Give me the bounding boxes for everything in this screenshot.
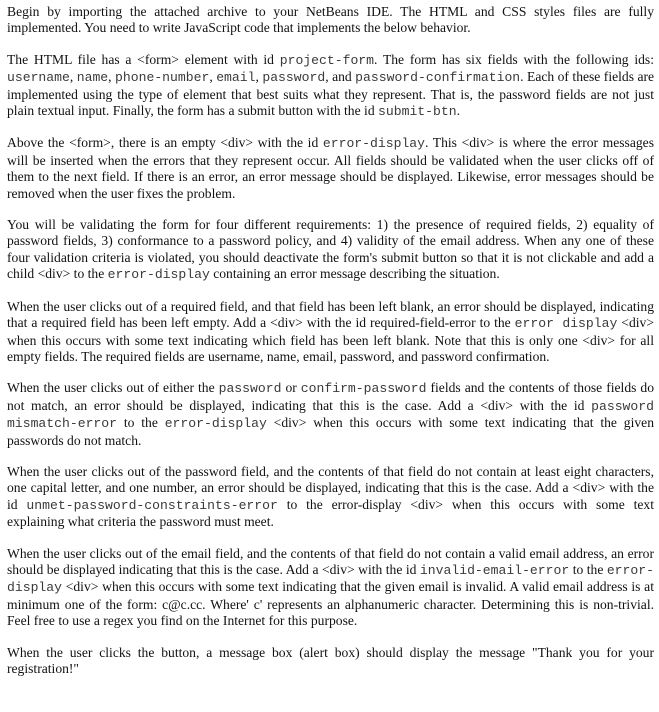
instruction-paragraph bbox=[7, 52, 654, 121]
code-identifier: project-form bbox=[279, 52, 375, 68]
code-identifier: submit-btn bbox=[378, 104, 457, 120]
text-run: . bbox=[456, 103, 460, 119]
code-identifier: username bbox=[7, 70, 70, 86]
code-identifier: error-display bbox=[322, 136, 426, 152]
instruction-paragraph bbox=[7, 135, 654, 202]
text-run: When the user clicks out of either the bbox=[7, 380, 219, 396]
code-identifier: password bbox=[218, 381, 282, 397]
text-run: to the bbox=[569, 561, 607, 577]
text-run: . The form has six fields with the following ids: bbox=[374, 51, 654, 67]
code-identifier: password mismatch-error bbox=[7, 398, 654, 432]
instruction-paragraph bbox=[7, 299, 654, 366]
text-run: , bbox=[69, 69, 77, 85]
code-identifier: password bbox=[262, 70, 326, 86]
instruction-paragraph bbox=[7, 645, 654, 678]
text-run: containing an error message describing the situation. bbox=[209, 266, 500, 282]
code-identifier: phone-number bbox=[115, 70, 210, 86]
text-run: fields and the contents of those fields do not match, an error should be displayed, indicating that this is the case. Add a <div> with the id bbox=[7, 380, 654, 413]
text-run: Above the <form>, there is an empty <div> with the id bbox=[7, 135, 323, 151]
text-run: You will be validating the form for four different requirements: 1) the presence of required fields, 2) equality of password fields, 3) conformance to a password policy, and 4) validity of the email address. When any one of these four validation criteria is violated, you should deactivate the form's submit button so that it is not clickable and add a child <div> to the bbox=[7, 217, 654, 282]
code-identifier: confirm-password bbox=[300, 381, 427, 397]
code-identifier: error display bbox=[514, 316, 618, 332]
text-run: When the user clicks out of the email field, and the contents of that field do not contain a valid email address, an error should be displayed indicating that this is the case. Add a <div> with the id bbox=[7, 545, 654, 577]
text-run: , and bbox=[325, 69, 356, 85]
text-run: . Each of these fields are implemented using the type of element that best suits what they represent. That is, the password fields are not just plain textual input. Finally, the form has a submit button with the id bbox=[7, 69, 655, 119]
text-run: <div> when this occurs with some text indicating that the given passwords do not match. bbox=[7, 415, 654, 448]
text-run: . This <div> is where the error messages will be inserted when the errors that they represent occur. All fields should be validated when the user clicks off of them to the next field. If there is an error, an error message should be displayed. Likewise, error messages should be removed when the user fixes the problem. bbox=[7, 135, 654, 201]
text-run: , bbox=[209, 69, 217, 85]
text-run: When the user clicks the button, a message box (alert box) should display the message "Thank you for your registration!" bbox=[7, 644, 654, 676]
instruction-paragraph bbox=[7, 546, 654, 630]
code-identifier: error-display bbox=[164, 416, 267, 432]
text-run: When the user clicks out of a required field, and that field has been left blank, an error should be displayed, indicating that a required field has been left empty. Add a <div> with the id required-field-error to the bbox=[7, 298, 654, 331]
instruction-paragraph bbox=[7, 4, 654, 37]
code-identifier: error-display bbox=[7, 562, 654, 596]
text-run: , bbox=[108, 69, 116, 85]
code-identifier: invalid-email-error bbox=[419, 562, 570, 578]
code-identifier: error-display bbox=[107, 267, 210, 283]
text-run: to the error-display <div> when this occurs with some text explaining what criteria the password must meet. bbox=[7, 496, 654, 530]
text-run: Begin by importing the attached archive to your NetBeans IDE. The HTML and CSS styles files are fully implemented. You need to write JavaScript code that implements the below behavior. bbox=[7, 4, 654, 36]
code-identifier: email bbox=[216, 70, 256, 86]
text-run: or bbox=[281, 380, 301, 396]
text-run: <div> when this occurs with some text indicating which field has been left blank. Note that this is only one <div> for all empty fields. The required fields are username, name, email, password, and password confirmation. bbox=[7, 315, 654, 364]
code-identifier: unmet-password-constraints-error bbox=[26, 497, 278, 513]
assignment-document bbox=[7, 0, 654, 677]
text-run: The HTML file has a <form> element with id bbox=[7, 51, 280, 67]
text-run: <div> when this occurs with some text indicating that the given email is invalid. A valid email address is at minimum one of the form: c@c.cc. Where' c' represents an alphanumeric character. Determining this is non-trivial. Feel free to use a regex you find on the Internet for this purpose. bbox=[7, 579, 654, 629]
text-run: When the user clicks out of the password field, and the contents of that field do not contain at least eight characters, one capital letter, and one number, an error should be displayed, indicating that this is the case. Add a <div> with the id bbox=[7, 463, 654, 512]
text-run: , bbox=[255, 69, 263, 85]
code-identifier: password-confirmation bbox=[355, 70, 521, 86]
code-identifier: name bbox=[76, 70, 109, 86]
text-run: to the bbox=[117, 415, 165, 431]
instruction-paragraph bbox=[7, 380, 654, 449]
instruction-paragraph bbox=[7, 217, 654, 284]
instruction-paragraph bbox=[7, 464, 654, 531]
